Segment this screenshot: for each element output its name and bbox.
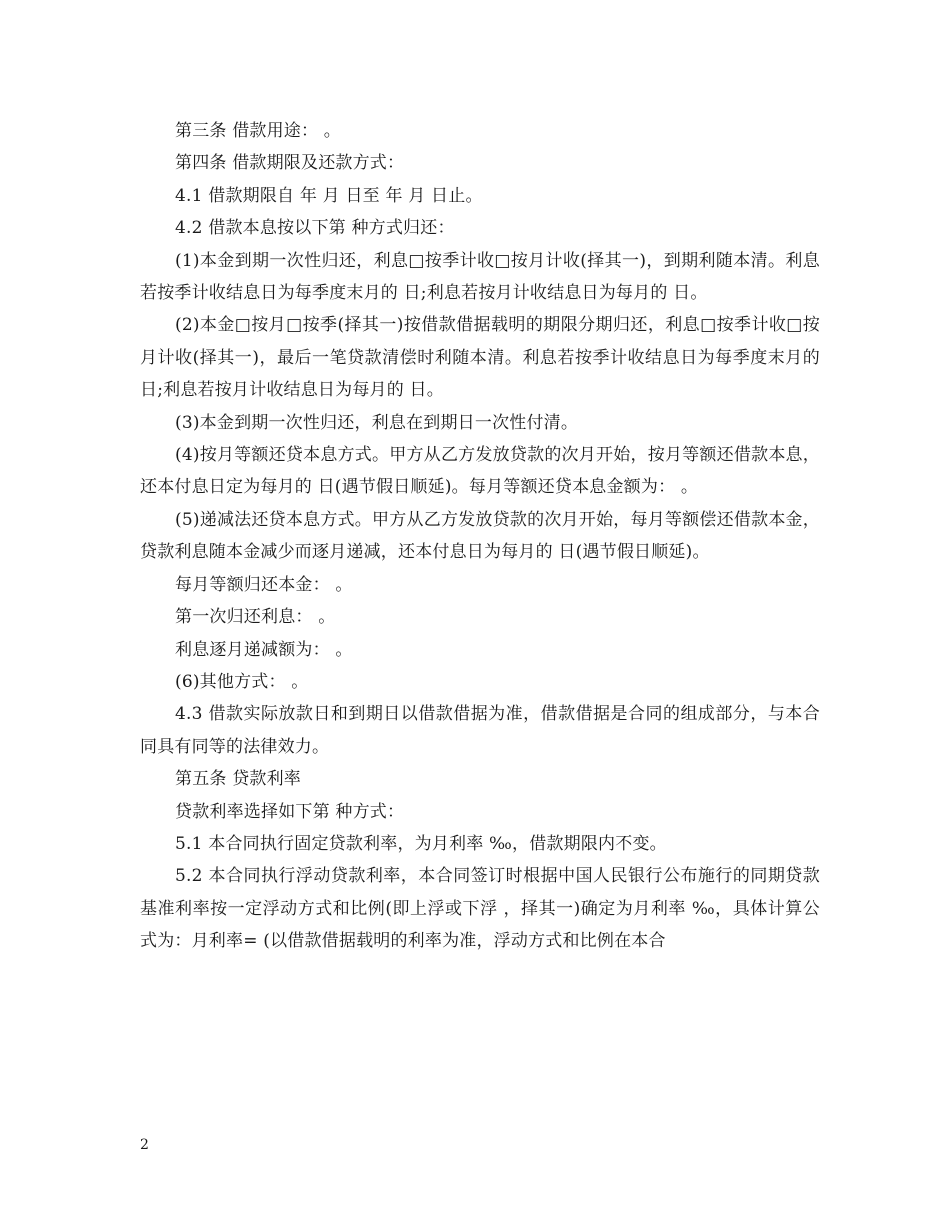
page-number: 2 <box>140 1137 149 1153</box>
clause-5-1-fixed-rate: 5.1 本合同执行固定贷款利率，为月利率 ‰，借款期限内不变。 <box>175 833 667 854</box>
repayment-option-1: (1)本金到期一次性归还，利息□按季计收□按月计收(择其一)，到期利随本清。利息若按季计收结息日为每季度末月的 日;利息若按月计收结息日为每月的 日。 <box>140 250 820 304</box>
interest-decrease-line: 利息逐月递减额为： 。 <box>175 639 353 660</box>
monthly-principal-line: 每月等额归还本金： 。 <box>175 574 353 595</box>
repayment-option-4: (4)按月等额还贷本息方式。甲方从乙方发放贷款的次月开始，按月等额还借款本息，还本付息日定为每月的 日(遇节假日顺延)。每月等额还贷本息金额为： 。 <box>140 445 820 498</box>
repayment-option-5: (5)递减法还贷本息方式。甲方从乙方发放贷款的次月开始，每月等额偿还借款本金，贷款利息随本金减少而逐月递减，还本付息日为每月的 日(遇节假日顺延)。 <box>140 509 820 563</box>
clause-4-1-term: 4.1 借款期限自 年 月 日至 年 月 日止。 <box>175 185 483 206</box>
repayment-option-2: (2)本金□按月□按季(择其一)按借款借据载明的期限分期归还，利息□按季计收□按月计收(择其一)，最后一笔贷款清偿时利随本清。利息若按季计收结息日为每季度末月的 日;利息若按月计收结息日为每月的 日。 <box>140 315 820 401</box>
repayment-option-3: (3)本金到期一次性归还，利息在到期日一次性付清。 <box>175 412 579 433</box>
repayment-option-6: (6)其他方式： 。 <box>175 671 309 692</box>
clause-4-2-repayment: 4.2 借款本息按以下第 种方式归还： <box>175 218 455 239</box>
clause-5-intro: 贷款利率选择如下第 种方式： <box>175 801 405 822</box>
clause-3-purpose: 第三条 借款用途： 。 <box>175 121 342 141</box>
clause-5-2-floating-rate: 5.2 本合同执行浮动贷款利率，本合同签订时根据中国人民银行公布施行的同期贷款基准利率按一定浮动方式和比例(即上浮或下浮 ，择其一)确定为月利率 ‰，具体计算公式为：月利率= (以借款借据载明的利率为准，浮动方式和比例在本合 <box>140 866 820 952</box>
clause-4-heading: 第四条 借款期限及还款方式： <box>175 153 405 174</box>
contract-body <box>140 115 820 958</box>
clause-4-3-dates: 4.3 借款实际放款日和到期日以借款借据为准，借款借据是合同的组成部分，与本合同具有同等的法律效力。 <box>140 704 820 757</box>
clause-5-heading: 第五条 贷款利率 <box>175 769 302 790</box>
first-interest-line: 第一次归还利息： 。 <box>175 607 336 628</box>
